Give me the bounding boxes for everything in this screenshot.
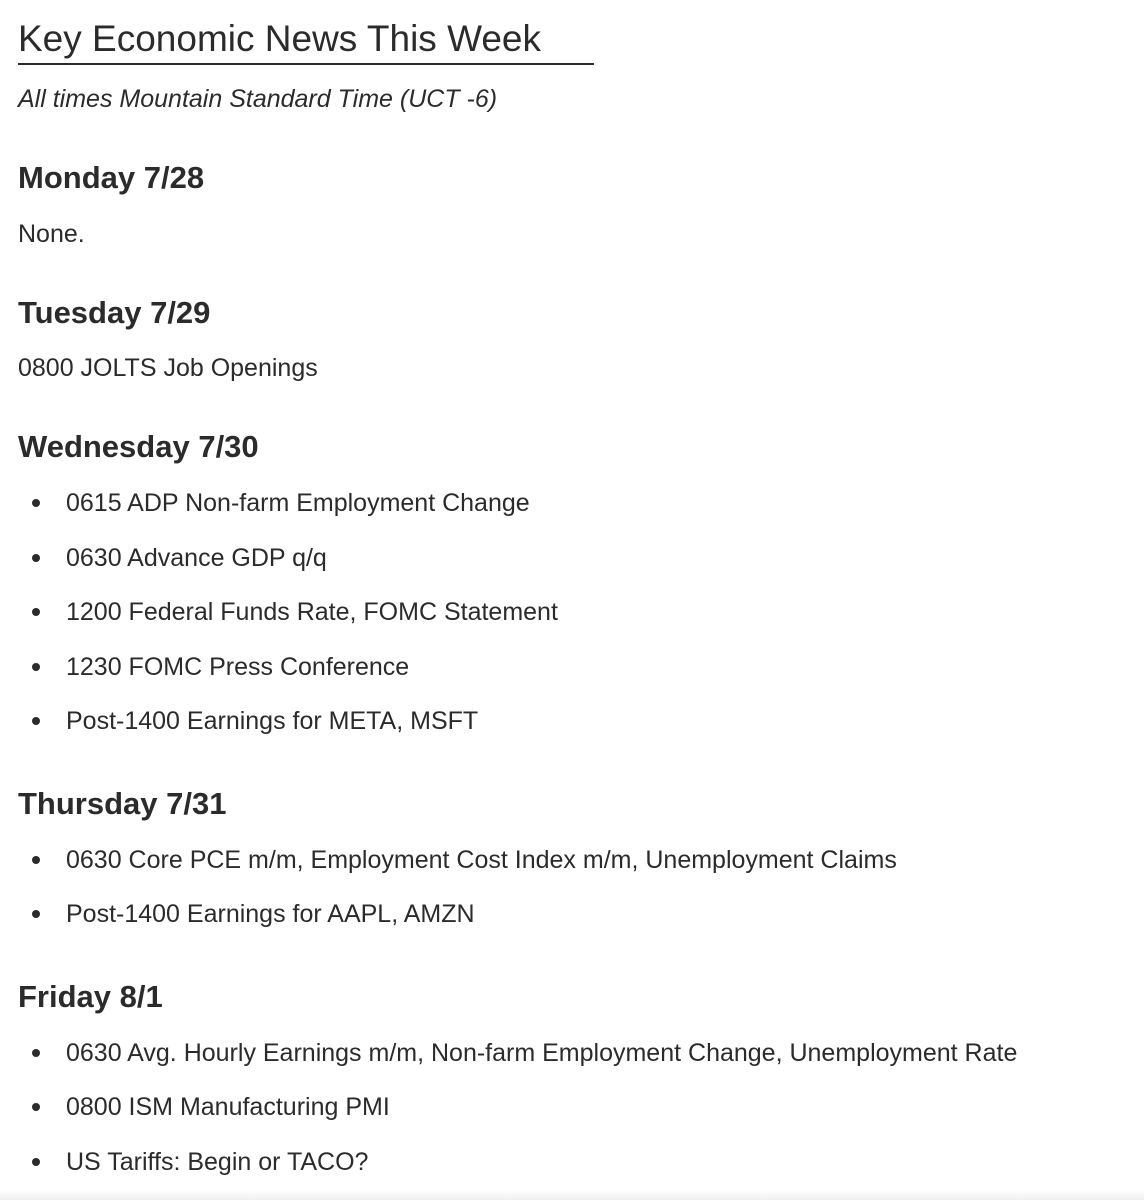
list-item bbox=[0, 1037, 1144, 1069]
list-item bbox=[0, 651, 1144, 683]
bullet-icon bbox=[32, 608, 40, 616]
bullet-icon bbox=[32, 1103, 40, 1111]
bottom-fade bbox=[0, 1190, 1144, 1200]
list-item-text: Post-1400 Earnings for META, MSFT bbox=[66, 707, 479, 735]
list-item-text: 0630 Avg. Hourly Earnings m/m, Non-farm Employment Change, Unemployment Rate bbox=[66, 1039, 1018, 1067]
bullet-icon bbox=[32, 856, 40, 864]
day-heading-friday: Friday 8/1 bbox=[18, 979, 163, 1014]
list-item-text: 1230 FOMC Press Conference bbox=[66, 653, 410, 681]
bullet-icon bbox=[32, 663, 40, 671]
list-item bbox=[0, 844, 1144, 876]
day-heading-monday: Monday 7/28 bbox=[18, 160, 205, 195]
bullet-icon bbox=[32, 910, 40, 918]
bullet-icon bbox=[32, 1049, 40, 1057]
page-title: Key Economic News This Week bbox=[18, 18, 541, 59]
list-item bbox=[0, 487, 1144, 519]
list-item-text: Post-1400 Earnings for AAPL, AMZN bbox=[66, 900, 475, 928]
list-item-text: 1200 Federal Funds Rate, FOMC Statement bbox=[66, 598, 558, 626]
list-item-text: 0630 Core PCE m/m, Employment Cost Index m/m, Unemployment Claims bbox=[66, 846, 897, 874]
day-heading-tuesday: Tuesday 7/29 bbox=[18, 295, 211, 330]
bullet-icon bbox=[32, 717, 40, 725]
bullet-icon bbox=[32, 1158, 40, 1166]
list-item-text: 0630 Advance GDP q/q bbox=[66, 544, 327, 572]
list-item-text: 0800 ISM Manufacturing PMI bbox=[66, 1093, 390, 1121]
timezone-note: All times Mountain Standard Time (UCT -6) bbox=[18, 85, 498, 113]
tuesday-note: 0800 JOLTS Job Openings bbox=[18, 354, 318, 382]
list-item-text: 0615 ADP Non-farm Employment Change bbox=[66, 489, 530, 517]
bullet-icon bbox=[32, 499, 40, 507]
list-item bbox=[0, 1146, 1144, 1178]
title-underline bbox=[18, 63, 594, 65]
list-item-text: US Tariffs: Begin or TACO? bbox=[66, 1148, 369, 1176]
day-heading-wednesday: Wednesday 7/30 bbox=[18, 429, 259, 464]
list-item bbox=[0, 705, 1144, 737]
list-item bbox=[0, 542, 1144, 574]
list-item bbox=[0, 1091, 1144, 1123]
list-item bbox=[0, 898, 1144, 930]
bullet-icon bbox=[32, 554, 40, 562]
monday-note: None. bbox=[18, 220, 85, 248]
day-heading-thursday: Thursday 7/31 bbox=[18, 786, 227, 821]
list-item bbox=[0, 596, 1144, 628]
